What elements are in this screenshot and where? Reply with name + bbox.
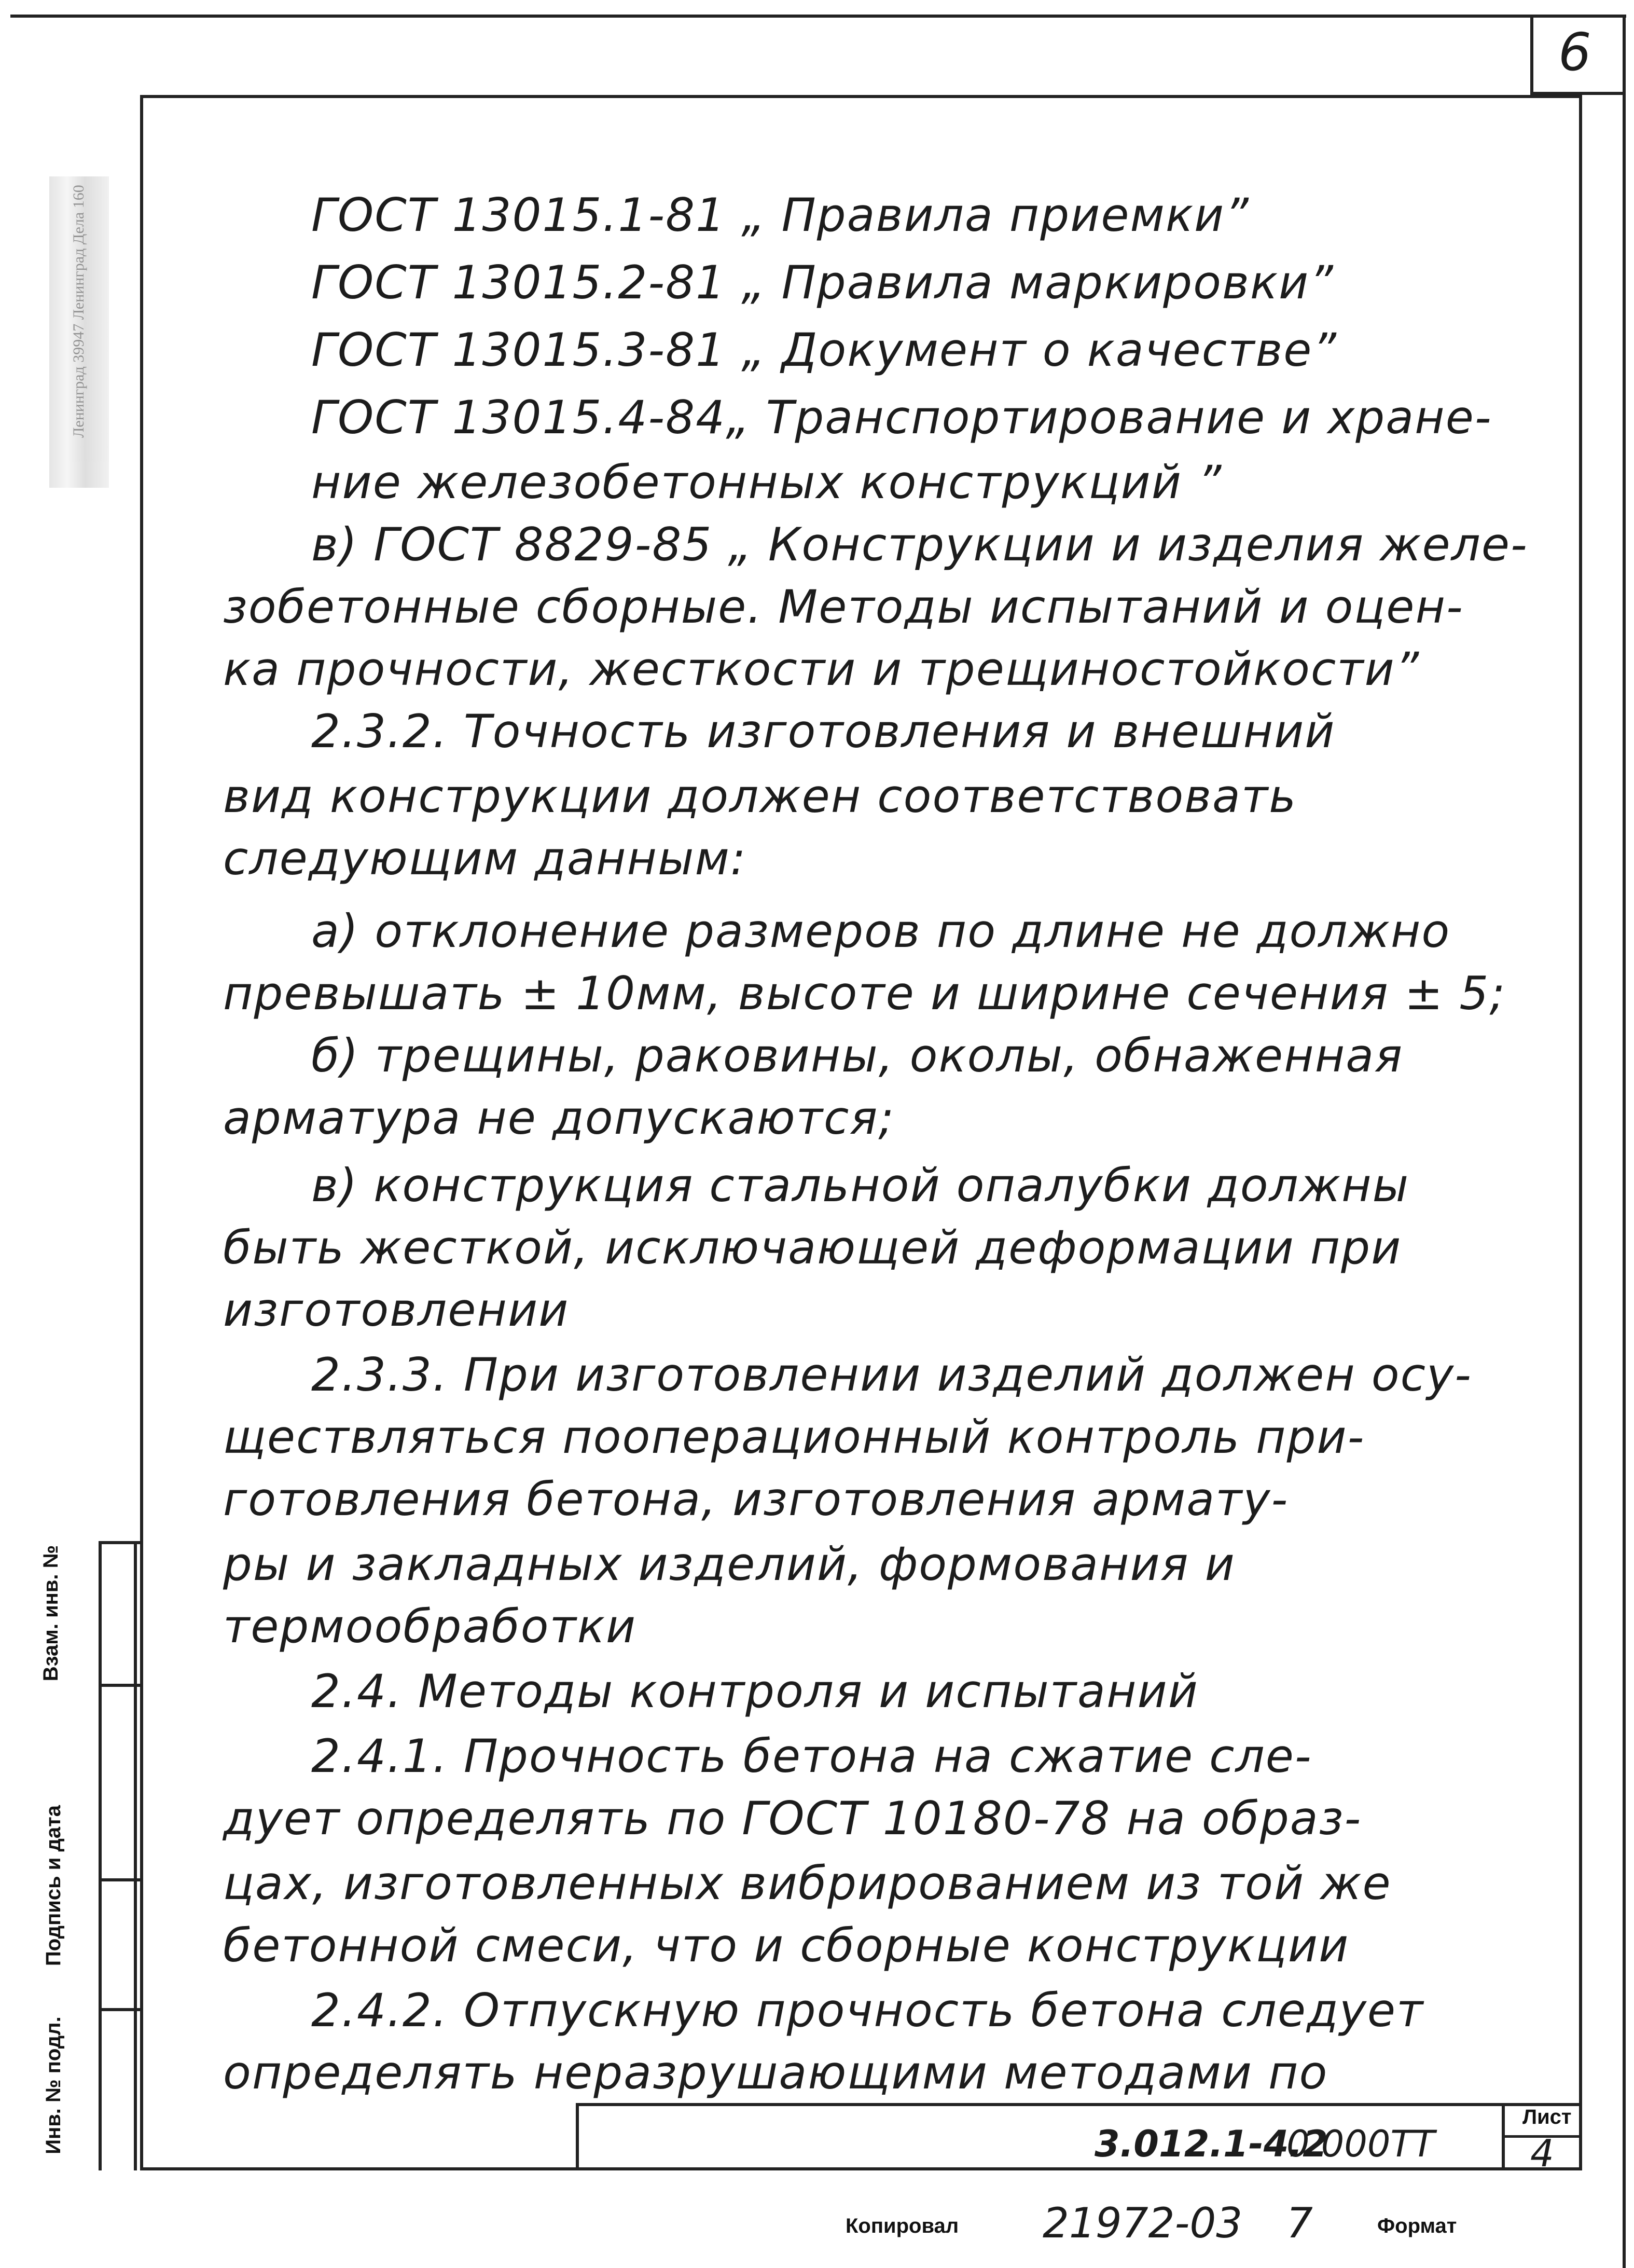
body-line: а) отклонение размеров по длине не должно — [311, 904, 1451, 958]
page-number-box — [1530, 15, 1626, 95]
binding-top-rule — [99, 1541, 140, 1544]
body-line: зобетонные сборные. Методы испытаний и оцен- — [223, 580, 1464, 634]
document-designation: 3.012.1-4.2 — [1095, 2123, 1328, 2165]
body-line: ние железобетонных конструкций ” — [311, 456, 1223, 509]
binding-strip-mid — [134, 1541, 137, 2170]
body-line: ществляться пооперационный контроль при- — [223, 1410, 1365, 1464]
format-label: Формат — [1377, 2215, 1457, 2237]
body-line: ГОСТ 13015.2-81 „ Правила маркировки” — [311, 256, 1334, 309]
binding-rule-3 — [99, 2008, 140, 2011]
binding-rule-1 — [99, 1684, 140, 1687]
body-line: быть жесткой, исключающей деформации при — [223, 1221, 1402, 1274]
body-line: арматура не допускаются; — [223, 1091, 895, 1145]
top-border — [10, 15, 1626, 18]
copied-label: Копировал — [846, 2215, 959, 2237]
body-line: 2.4.2. Отпускную прочность бетона следует — [311, 1984, 1424, 2037]
body-line: 2.4.1. Прочность бетона на сжатие сле- — [311, 1729, 1312, 1783]
label-vzam-inv: Взам. инв. № — [39, 1545, 62, 1682]
body-line: бетонной смеси, что и сборные конструкции — [223, 1919, 1350, 1972]
body-line: изготовлении — [223, 1283, 570, 1337]
body-line: вид конструкции должен соответствовать — [223, 769, 1297, 823]
page-number: 6 — [1558, 22, 1591, 83]
sheet-number: 4 — [1530, 2132, 1554, 2175]
body-line: б) трещины, раковины, околы, обнаженная — [311, 1029, 1404, 1082]
body-line: термообработки — [223, 1600, 637, 1653]
body-line: в) ГОСТ 8829-85 „ Конструкции и изделия желе- — [311, 518, 1528, 571]
body-line: ГОСТ 13015.1-81 „ Правила приемки” — [311, 188, 1250, 242]
body-line: 2.3.3. При изготовлении изделий должен осу- — [311, 1348, 1472, 1401]
order-number: 21972-03 — [1043, 2199, 1243, 2247]
section-heading: 2.4. Методы контроля и испытаний — [311, 1665, 1199, 1718]
body-line: следующим данным: — [223, 832, 747, 885]
order-suffix: 7 — [1286, 2199, 1313, 2247]
sheet-label: Лист — [1522, 2106, 1572, 2128]
document-code: 0.000ТТ — [1286, 2123, 1435, 2165]
body-line: 2.3.2. Точность изготовления и внешний — [311, 705, 1336, 758]
label-inv-podl: Инв. № подл. — [42, 2016, 65, 2154]
body-line: превышать ± 10мм, высоте и ширине сечения ± 5; — [223, 967, 1506, 1020]
body-line: дует определять по ГОСТ 10180-78 на образ- — [223, 1792, 1362, 1845]
body-line: определять неразрушающими методами по — [223, 2046, 1328, 2099]
body-line: ка прочности, жесткости и трещиностойкости” — [223, 642, 1420, 696]
archive-stamp — [49, 176, 109, 488]
binding-rule-2 — [99, 1878, 140, 1881]
body-line: ГОСТ 13015.3-81 „ Документ о качестве” — [311, 323, 1338, 377]
archive-stamp-text: Ленинград 39947 Ленинград Дела 160 — [70, 185, 87, 438]
body-line: готовления бетона, изготовления армату- — [223, 1473, 1289, 1526]
binding-strip-left — [99, 1541, 102, 2170]
body-line: в) конструкция стальной опалубки должны — [311, 1159, 1410, 1212]
body-line: цах, изготовленных вибрированием из той же — [223, 1857, 1392, 1910]
right-border — [1623, 15, 1626, 2268]
body-line: ГОСТ 13015.4-84„ Транспортирование и хране- — [311, 391, 1492, 444]
label-podpis-data: Подпись и дата — [42, 1805, 65, 1966]
body-line: ры и закладных изделий, формования и — [223, 1537, 1236, 1591]
